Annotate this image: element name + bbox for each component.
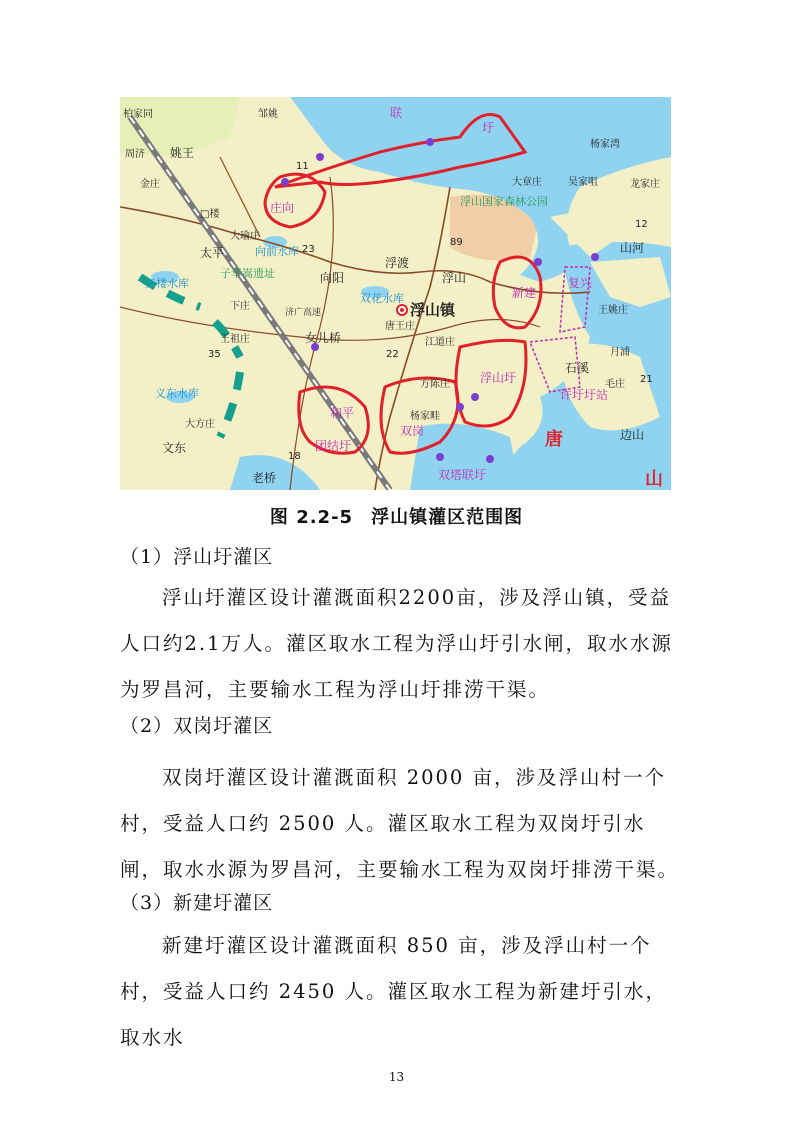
label-jiangdaozhuang: 江道庄: [425, 337, 455, 348]
label-yangjiawan: 杨家湾: [590, 139, 620, 150]
irrigation-map: [120, 97, 671, 490]
label-gonglou-reservoir: 工楼水库: [145, 277, 189, 290]
section-text-1: 浮山圩灌区设计灌溉面积2200亩，涉及浮山镇，受益人口约2.1万人。灌区取水工程为浮山圩引水闸，取水水源为罗昌河，主要输水工程为浮山圩排涝干渠。: [120, 586, 674, 701]
label-num-18: 18: [288, 451, 301, 462]
label-polder-fuxing: 复兴: [568, 276, 593, 290]
label-bianshan: 边山: [620, 428, 645, 442]
figure-caption: [0, 503, 793, 529]
label-maozhuang: 毛庄: [605, 379, 625, 390]
label-wangyaozhuang: 王姚庄: [598, 305, 628, 316]
label-shixi: 石溪: [565, 361, 590, 375]
label-polder-shuangta: 双塔联圩: [438, 468, 487, 482]
section-heading-2: （2）双岗圩灌区: [120, 715, 274, 737]
label-taiping: 太平: [200, 246, 225, 260]
label-shanhe: 山河: [620, 241, 645, 255]
label-num-35: 35: [208, 349, 221, 360]
label-polder-xinjian: 新建: [512, 286, 537, 300]
section-heading-1: （1）浮山圩灌区: [120, 546, 274, 568]
label-shan: 山: [645, 469, 663, 490]
label-num-23: 23: [302, 244, 315, 255]
label-polder-fushan: 浮山圩: [480, 371, 517, 385]
section-heading-3: （3）新建圩灌区: [120, 892, 274, 914]
label-num-89: 89: [450, 237, 463, 248]
label-polder-xufu: 许圩圩站: [560, 388, 609, 402]
label-laoqiao: 老桥: [252, 471, 277, 485]
map-canvas: [120, 97, 671, 490]
label-fushanzhen: 浮山镇: [410, 301, 456, 319]
section-text-3: 新建圩灌区设计灌溉面积 850 亩，涉及浮山村一个村，受益人口约 2450 人。灌区取水工程为新建圩引水，取水水: [120, 934, 668, 1049]
label-num-21: 21: [640, 374, 653, 385]
label-jinzhuang: 金庄: [140, 179, 160, 190]
label-shuanghua-reservoir: 双花水库: [360, 292, 404, 305]
label-tangwangzhuang: 唐王庄: [385, 321, 415, 332]
label-yidong-reservoir: 义东水库: [155, 387, 199, 400]
figure-number: 图 2.2-5: [269, 507, 354, 528]
label-dazhangzhuang: 大章庄: [512, 177, 542, 188]
label-zhouji: 周济: [125, 149, 145, 160]
label-dayuzhuang: 大瑜庄: [230, 231, 260, 242]
label-wangzuzhuang: 王祖庄: [220, 334, 250, 345]
label-wujiazhuang: 吴家咀: [568, 177, 598, 188]
label-wendong: 文东: [162, 441, 187, 455]
label-highway: 济广高速: [285, 308, 322, 318]
label-dafangzhuang: 大方庄: [185, 419, 215, 430]
label-polder-fu: 圩: [482, 121, 495, 135]
label-num-12: 12: [635, 219, 648, 230]
label-yaowang: 姚王: [170, 146, 195, 160]
label-zouyao: 邹姚: [258, 109, 278, 120]
label-polder-tuanjie: 团结圩: [315, 439, 352, 453]
label-polder-lian: 联: [390, 106, 403, 120]
label-fushan: 浮山: [442, 271, 467, 285]
section-text-2: 双岗圩灌区设计灌溉面积 2000 亩，涉及浮山村一个村，受益人口约 2500 人。灌区取水工程为双岗圩引水闸，取水水源为罗昌河，主要输水工程为双岗圩排涝干渠。: [120, 766, 680, 881]
label-tang: 唐: [545, 429, 563, 450]
label-fangchenzhuang: 方陈庄: [420, 379, 450, 390]
label-longjiazhuang: 龙家庄: [630, 179, 660, 190]
figure-title: 浮山镇灌区范围图: [371, 507, 524, 528]
label-yangjiawei: 杨家畦: [410, 411, 440, 422]
label-zihua-site: 子华嵩遗址: [220, 267, 275, 280]
label-polder-zhuangxiang: 庄向: [270, 201, 295, 215]
label-xiazhuang: 下庄: [230, 301, 250, 312]
label-laolou: □楼: [200, 209, 220, 220]
page-number: 13: [388, 1070, 405, 1084]
label-fudu: 浮渡: [385, 256, 410, 270]
label-yuepu: 月浦: [610, 347, 630, 358]
label-forest-park: 浮山国家森林公园: [460, 195, 548, 208]
label-xiangqian-reservoir: 向前水库: [255, 245, 299, 258]
town-marker-dot: [400, 308, 404, 312]
label-nverqiao: 女儿桥: [305, 331, 342, 345]
label-num-11: 11: [296, 161, 309, 172]
label-polder-heping: 和平: [330, 406, 355, 420]
label-xiangyang: 向阳: [320, 271, 345, 285]
label-num-22: 22: [386, 349, 399, 360]
label-polder-shuanggang: 双岗: [400, 424, 425, 438]
label-baijiatong: 柏家同: [123, 109, 153, 120]
